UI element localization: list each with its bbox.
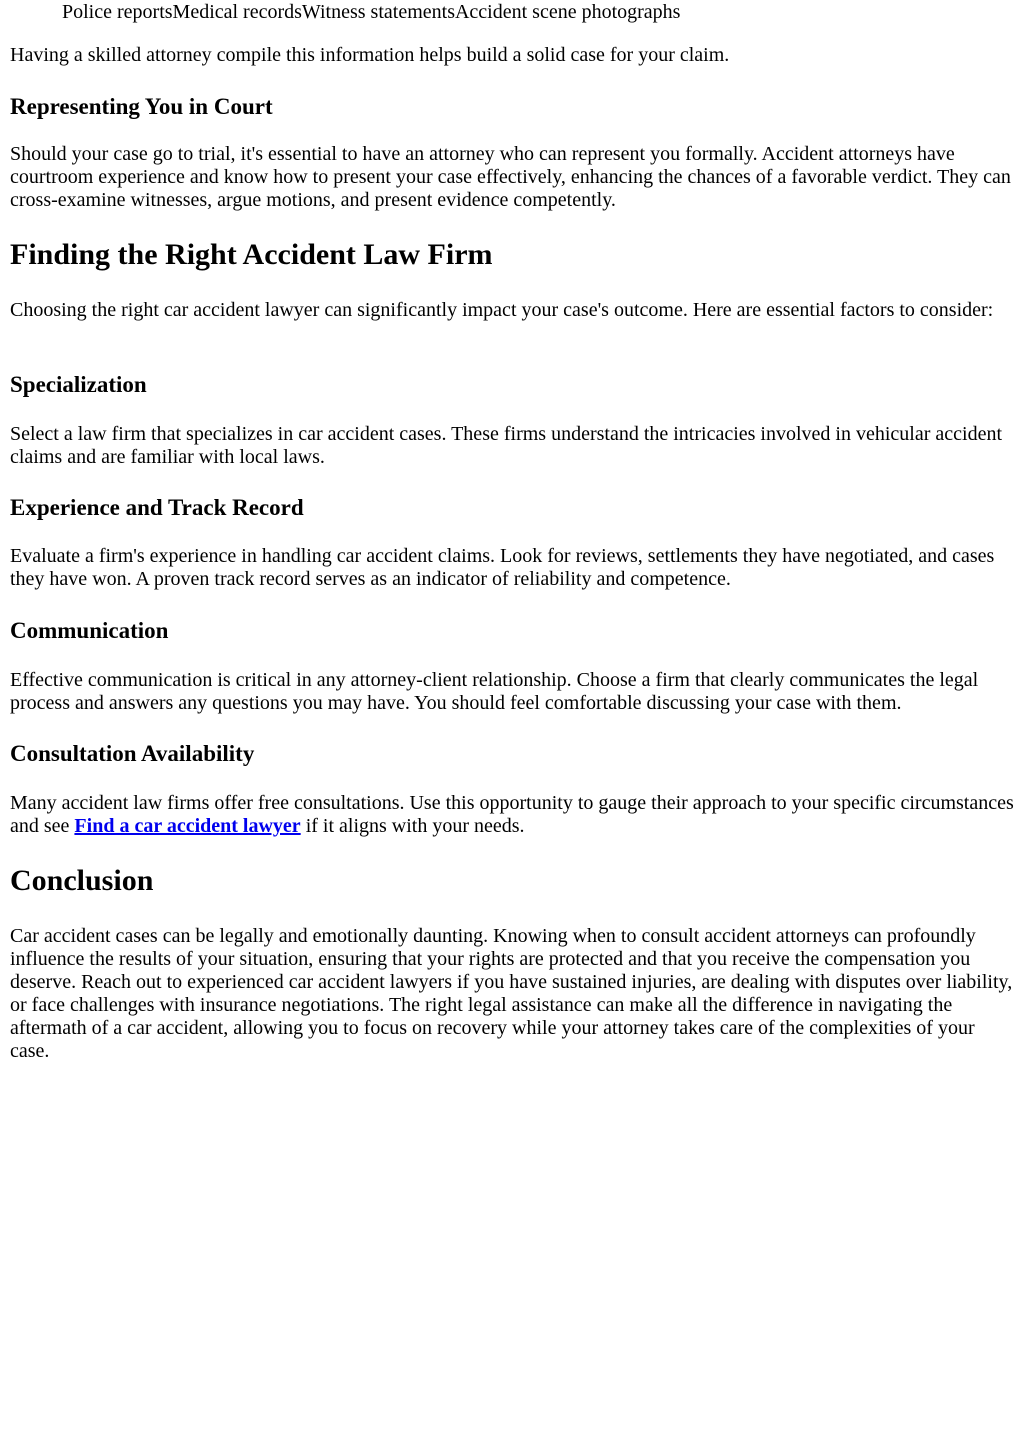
- paragraph-finding-law-firm: Choosing the right car accident lawyer can significantly impact your case's outcome. Here are essential factors to consider:: [10, 299, 994, 321]
- heading-consultation: Consultation Availability: [10, 741, 255, 766]
- consultation-text-before: Many accident law firms offer free consultations. Use this opportunity to gauge their approach to your specific circumstances and see: [10, 792, 1014, 837]
- find-lawyer-link[interactable]: Find a car accident lawyer: [74, 815, 301, 837]
- paragraph-specialization: Select a law firm that specializes in car accident cases. These firms understand the intricacies involved in vehicular accident claims and are familiar with local laws.: [10, 423, 1003, 468]
- paragraph-consultation: [10, 792, 1014, 838]
- heading-representing-in-court: Representing You in Court: [10, 94, 273, 119]
- evidence-list-items: [10, 0, 1014, 24]
- paragraph-conclusion: Car accident cases can be legally and emotionally daunting. Knowing when to consult accident attorneys can profoundly influence the results of your situation, ensuring that your rights are protected and that you receive the compensation you deserve. Reach out to experienced car accident lawyers if you have sustained injuries, are dealing with disputes over liability, or face challenges with insurance negotiations. The right legal assistance can make all the difference in navigating the aftermath of a car accident, allowing you to focus on recovery while your attorney takes care of the complexities of your case.: [10, 925, 1013, 1062]
- paragraph-representing-in-court: Should your case go to trial, it's essential to have an attorney who can represent you formally. Accident attorneys have courtroom experience and know how to present your case effectively, enhancing the chances of a favorable verdict. They can cross-examine witnesses, argue motions, and present evidence competently.: [10, 143, 1011, 211]
- heading-specialization: Specialization: [10, 372, 147, 397]
- list-item: Police reports: [62, 1, 173, 23]
- evidence-list: [10, 0, 1014, 24]
- paragraph-communication: Effective communication is critical in any attorney-client relationship. Choose a firm that clearly communicates the legal process and answers any questions you may have. You should feel comfortable discussing your case with them.: [10, 669, 979, 714]
- paragraph-experience: Evaluate a firm's experience in handling car accident claims. Look for reviews, settlements they have negotiated, and cases they have won. A proven track record serves as an indicator of reliability and competence.: [10, 545, 995, 590]
- heading-communication: Communication: [10, 618, 169, 643]
- consultation-text-after: if it aligns with your needs.: [300, 815, 525, 837]
- heading-finding-law-firm: Finding the Right Accident Law Firm: [10, 238, 493, 271]
- heading-conclusion: Conclusion: [10, 864, 154, 897]
- list-item: Accident scene photographs: [454, 1, 681, 23]
- heading-experience: Experience and Track Record: [10, 495, 304, 520]
- intro-paragraph: Having a skilled attorney compile this information helps build a solid case for your claim.: [10, 44, 730, 66]
- list-item: Medical records: [172, 1, 302, 23]
- list-item: Witness statements: [301, 1, 455, 23]
